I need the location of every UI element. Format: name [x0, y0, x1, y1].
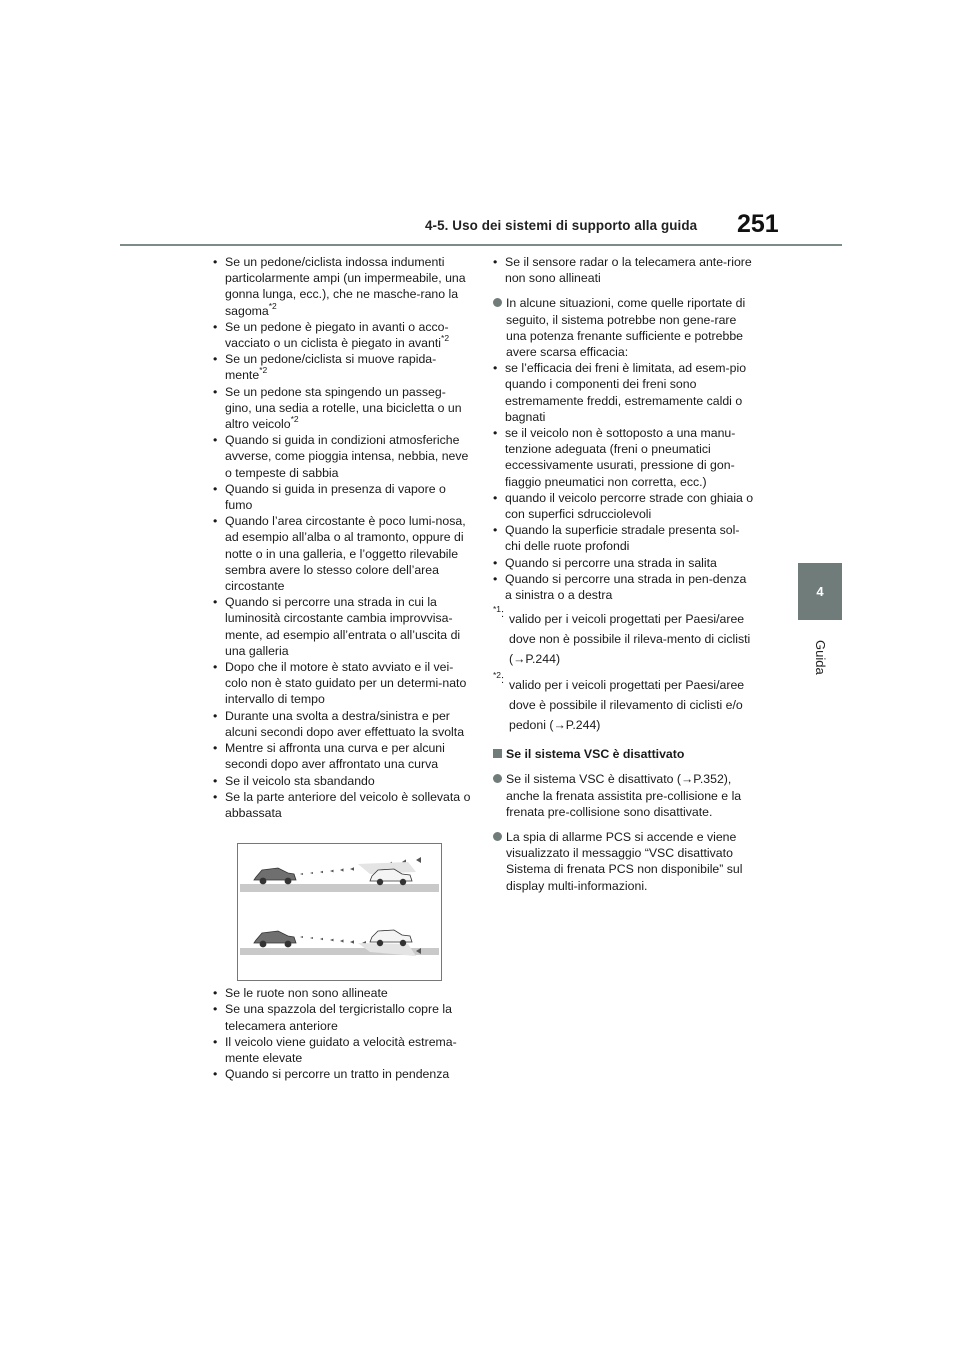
paragraph-vsc-disabled — [493, 771, 755, 820]
list-item — [213, 1001, 471, 1033]
list-item-text: Durante una svolta a destra/sinistra e per alcuni secondi dopo aver effettuato la svolta — [225, 708, 465, 739]
square-bullet-icon — [493, 749, 502, 758]
list-item-text: Il veicolo viene guidato a velocità estrema-mente elevate — [225, 1034, 457, 1065]
list-item-text: quando il veicolo percorre strade con ghiaia o con superfici sdrucciolevoli — [505, 490, 754, 522]
list-item-text: Quando si percorre una strada in salita — [505, 555, 717, 570]
page-number: 251 — [737, 210, 779, 238]
list-item — [213, 773, 471, 789]
vehicle-misalignment-illustration — [238, 844, 441, 980]
list-item — [213, 789, 471, 821]
left-column — [213, 254, 471, 1082]
list-item-text: Quando si percorre un tratto in pendenza — [225, 1067, 450, 1082]
list-item-text: Mentre si affronta una curva e per alcuni secondi dopo aver affrontato una curva — [225, 741, 445, 772]
list-item — [213, 384, 471, 433]
footnote-ref: *2 — [259, 365, 268, 376]
list-item-text: se il veicolo non è sottoposto a una manu-tenzione adeguata (freni o pneumatici eccessivamente usurati, pressione di gon-fiaggio pneumatici non corretta, ecc.) — [505, 426, 736, 489]
paragraph-text: Se il sistema VSC è disattivato (→P.352), anche la frenata assistita pre-collisione e la frenata pre-collisione sono disattivate. — [506, 772, 742, 819]
list-item — [213, 1034, 471, 1066]
list-item-text: Se un pedone/ciclista si muove rapida-mente — [225, 352, 437, 383]
list-item — [493, 490, 755, 522]
list-item — [213, 708, 471, 740]
list-item-text: Quando si guida in condizioni atmosferiche avverse, come pioggia intensa, nebbia, neve o tempeste di sabbia — [225, 433, 469, 480]
footnote-text: valido per i veicoli progettati per Paesi/aree dove non è possibile il rileva-mento di ciclisti (→P.244) — [509, 612, 751, 667]
list-item-text: Quando l’area circostante è poco lumi-nosa, ad esempio all’alba o al tramonto, oppure di notte o in una galleria, e l’oggetto rilevabile sembra avere lo stesso colore dell’area circostante — [225, 514, 466, 594]
list-item-text: Se un pedone è piegato in avanti o acco-vacciato o un ciclista è piegato in avanti — [225, 319, 449, 351]
paragraph-text: La spia di allarme PCS si accende e viene visualizzato il messaggio “VSC disattivato Sistema di frenata PCS non disponibile” sul display multi-informazioni. — [506, 830, 743, 893]
subheading-text: Se il sistema VSC è disattivato — [506, 747, 685, 762]
footnote-1 — [493, 603, 755, 669]
paragraph-pcs-warning — [493, 829, 755, 894]
list-item — [493, 522, 755, 554]
list-item-text: Se un pedone sta spingendo un passeg-gino, una sedia a rotelle, una bicicletta o un altro veicolo — [225, 384, 462, 432]
list-item — [213, 985, 471, 1001]
chapter-label: Guida — [813, 640, 828, 675]
list-item: • Se il sensore radar o la telecamera ante-riore non sono allineati — [493, 254, 755, 286]
footnote-2 — [493, 669, 755, 735]
subheading-vsc-off — [493, 746, 755, 762]
list-item-text: Quando si percorre una strada in cui la luminosità circostante cambia improvvisa-mente, ad esempio all’entrata o all’uscita di una galleria — [225, 595, 461, 658]
circle-bullet-icon — [493, 832, 502, 841]
list-item — [213, 254, 471, 319]
list-item — [213, 432, 471, 481]
section-title: 4-5. Uso dei sistemi di supporto alla guida — [425, 218, 698, 233]
page-header — [0, 0, 960, 250]
circle-bullet-icon — [493, 298, 502, 307]
list-item — [493, 555, 755, 571]
list-item — [213, 513, 471, 594]
list-item-text: Se un pedone/ciclista indossa indumenti particolarmente ampi (un impermeabile, una gonna lunga, ecc.), che ne masche-rano la sagoma — [225, 255, 466, 318]
footnote-mark: $^{*2}$: — [493, 669, 505, 687]
list-item — [213, 659, 471, 708]
footnote-ref: *2 — [441, 332, 450, 343]
list-item — [213, 1066, 471, 1082]
left-bullet-list-after-figure — [213, 985, 471, 1082]
list-item — [213, 594, 471, 659]
list-item — [213, 351, 471, 383]
header-rule — [120, 244, 842, 246]
list-item-text: Quando si percorre una strada in pen-denza a sinistra o a destra — [505, 571, 747, 603]
paragraph-text: In alcune situazioni, come quelle riportate di seguito, il sistema potrebbe non gene-rare una potenza frenante sufficiente e potrebbe avere scarsa efficacia: — [506, 296, 746, 360]
right-column — [493, 254, 755, 894]
own-car-bottom-icon — [254, 931, 296, 947]
list-item-text: se l’efficacia dei freni è limitata, ad esem-pio quando i componenti dei freni sono estremamente freddi, estremamente caldi o bagnati — [505, 361, 747, 424]
list-item — [213, 481, 471, 513]
list-item-text: Quando la superficie stradale presenta sol-chi delle ruote profondi — [505, 523, 740, 554]
own-car-top-icon — [254, 868, 296, 884]
list-item — [493, 425, 755, 490]
circle-bullet-icon — [493, 774, 502, 783]
list-item-text: Se la parte anteriore del veicolo è sollevata o abbassata — [225, 789, 471, 820]
footnote-text: valido per i veicoli progettati per Paesi/aree dove è possibile il rilevamento di ciclisti e/o pedoni (→P.244) — [509, 678, 745, 733]
chapter-tab[interactable]: 4 — [798, 563, 842, 620]
list-item — [213, 319, 471, 351]
list-item — [493, 360, 755, 425]
footnote-mark: $^{*1}$: — [493, 603, 505, 621]
right-bullet-list — [493, 360, 755, 603]
list-item-text: Se le ruote non sono allineate — [225, 986, 388, 1001]
list-item — [493, 571, 755, 603]
footnote-ref: *2 — [290, 413, 299, 424]
list-item-text: Se una spazzola del tergicristallo copre la telecamera anteriore — [225, 1002, 452, 1033]
footnote-ref: *2 — [268, 300, 277, 311]
figure-illustration — [237, 843, 442, 981]
list-item-text: Dopo che il motore è stato avviato e il vei-colo non è stato guidato per un determi-nato intervallo di tempo — [225, 660, 467, 707]
list-item-text: Se il veicolo sta sbandando — [225, 773, 375, 788]
paragraph-braking-limits — [493, 295, 755, 360]
list-item-text: Quando si guida in presenza di vapore o fumo — [225, 481, 446, 513]
left-bullet-list — [213, 254, 471, 821]
list-item — [213, 740, 471, 772]
road-top — [240, 884, 439, 892]
